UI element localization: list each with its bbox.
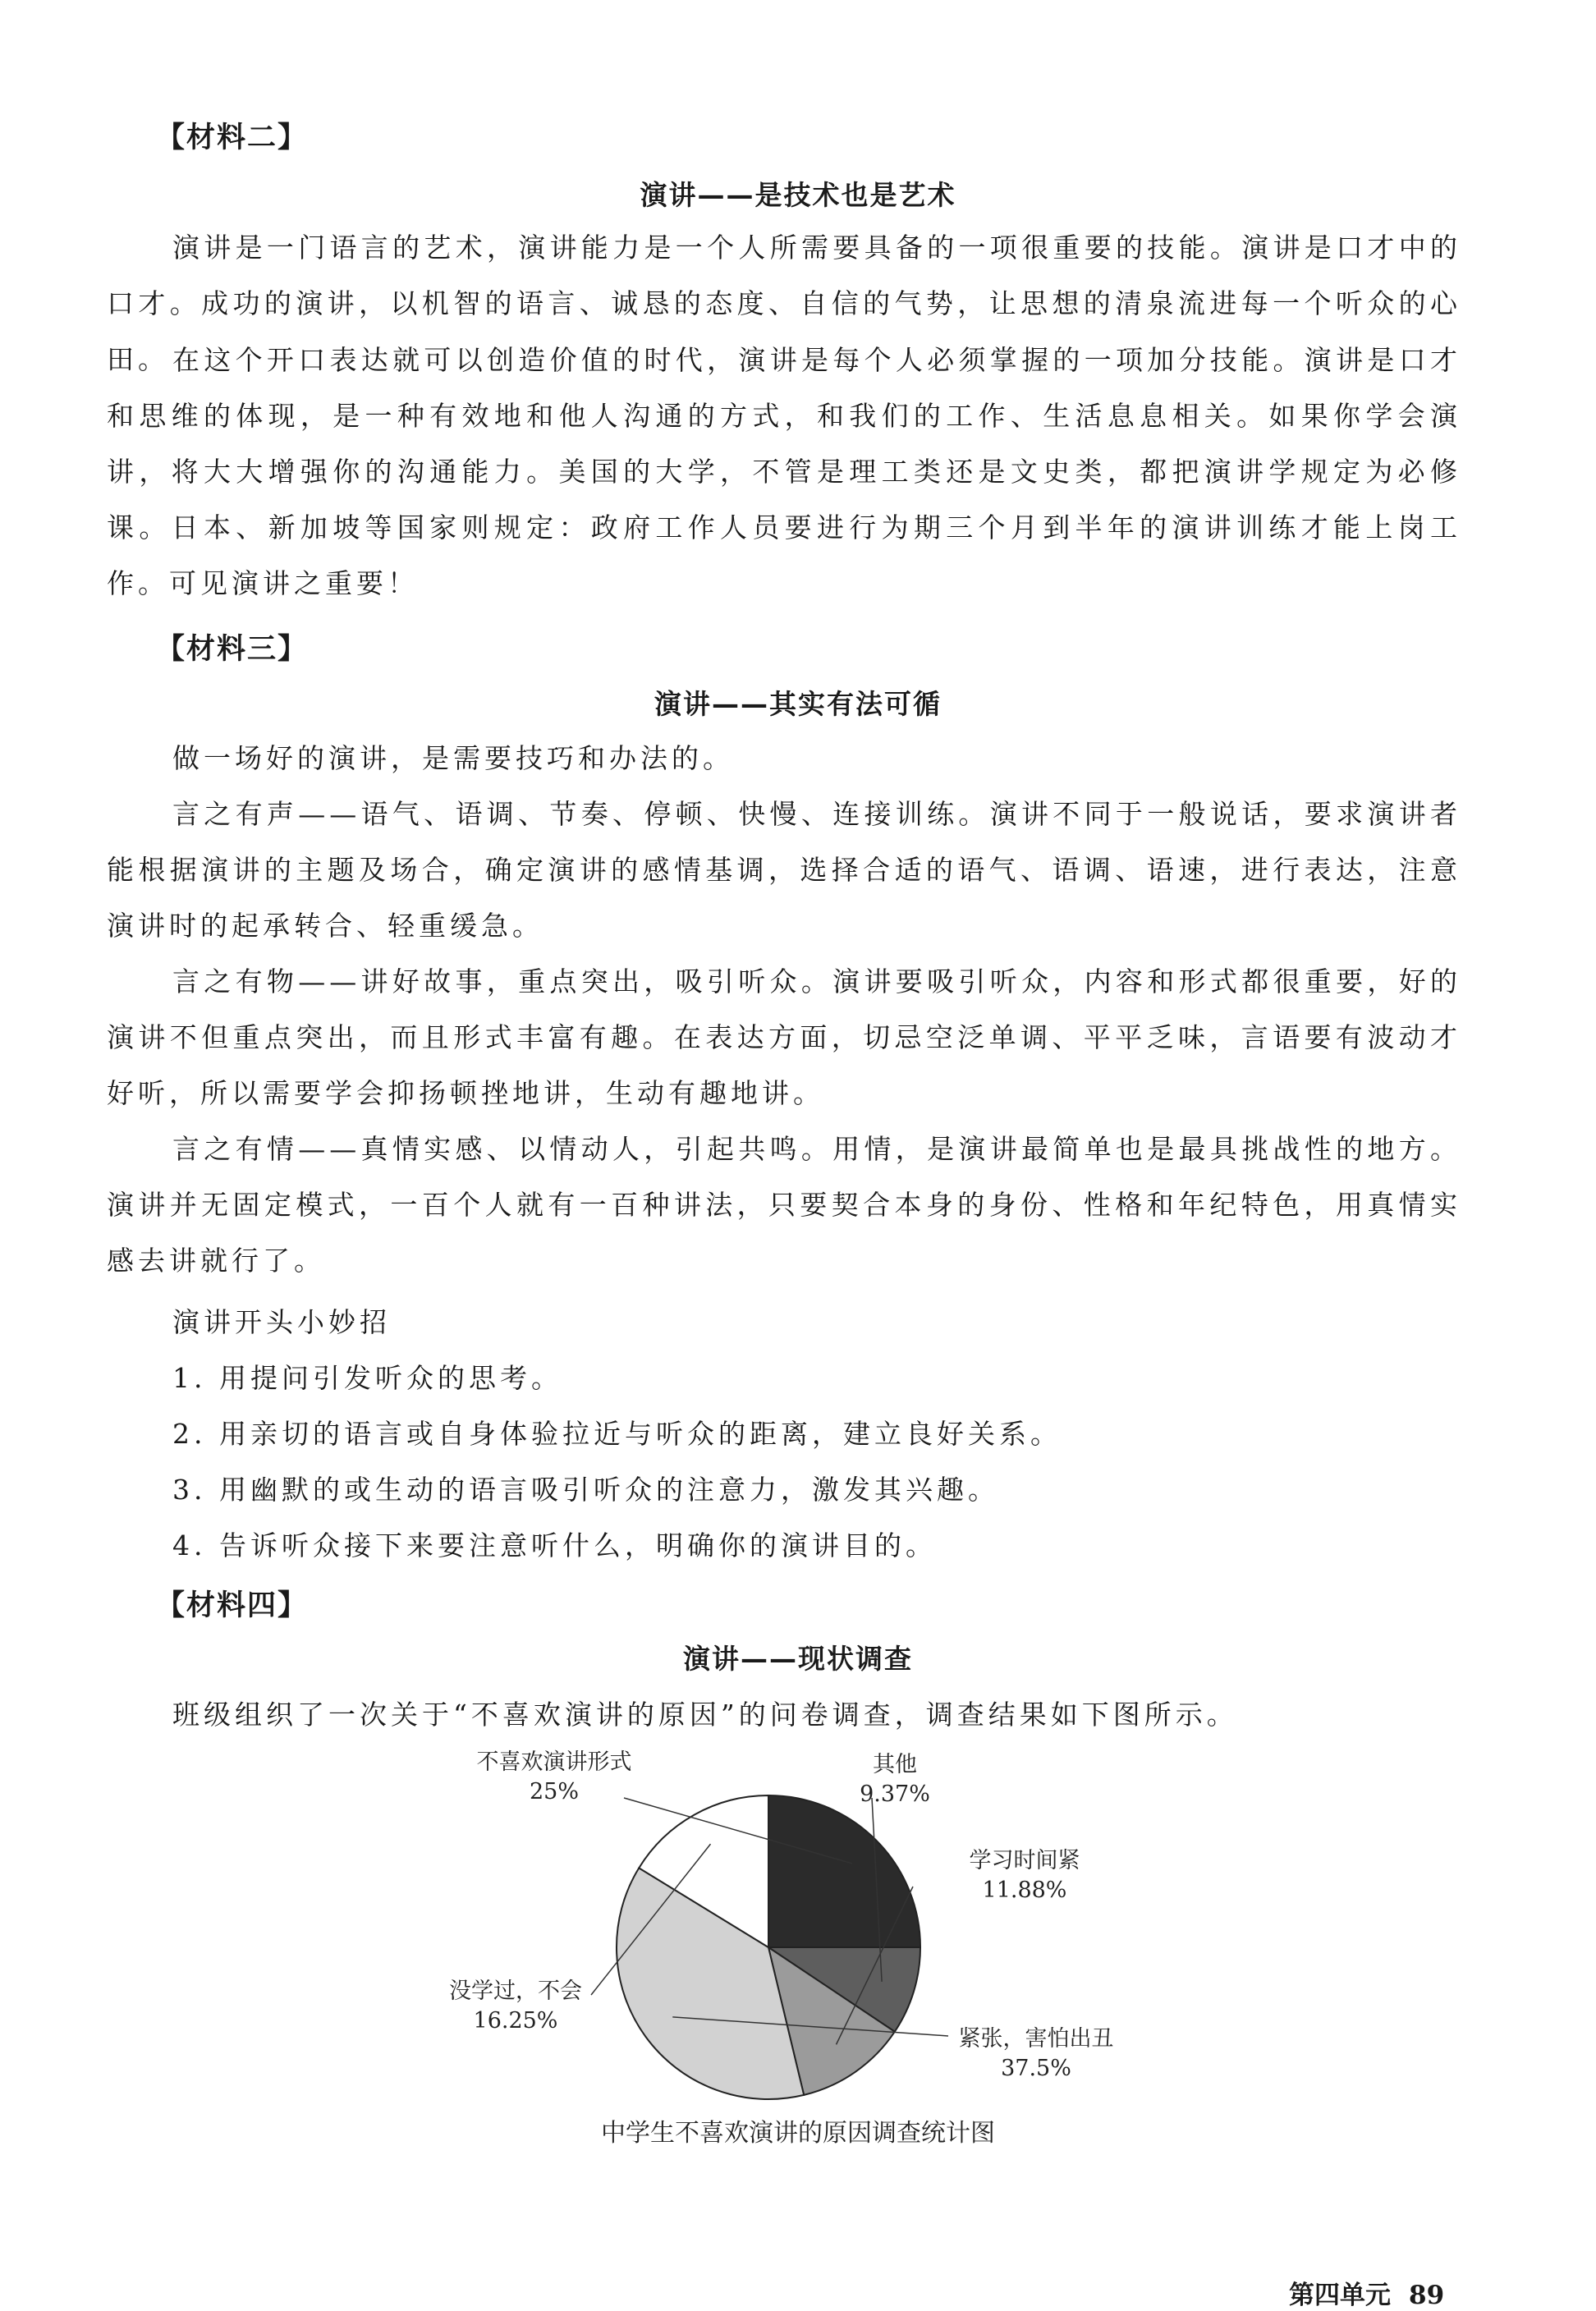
chart-caption: 中学生不喜欢演讲的原因调查统计图 [601,2119,995,2148]
pie-slice-label: 其他 [873,1752,917,1777]
material-2-paragraph-1: 演讲是一门语言的艺术，演讲能力是一个人所需要具备的一项很重要的技能。演讲是口才中的口才。成功的演讲，以机智的语言、诚恳的态度、自信的气势，让思想的清泉流进每一个听众的心田。 [107,232,1461,375]
material-4-intro: 班级组织了一次关于“不喜欢演讲的原因”的问卷调查，调查结果如下图所示。 [172,1699,1238,1731]
material-2-paragraph-2: 在这个开口表达就可以创造价值的时代，演讲是每个人必须掌握的一项加分技能。演讲是口才和思维的体现，是一种有效地和他人沟通的方式，和我们的工作、生活息息相关。如果你学会演讲，将大大增强你的沟通能力。美国的大学，不管是理工类还是文史类，都把演讲学规定为必修课。日本、新加坡等国家则规定：政府工作人员要进行为期三个月到半年的演讲训练才能上岗工作。可见演讲之重要！ [107,344,1461,599]
material-3-label: 【材料三】 [156,633,309,666]
pie-slice-label: 紧张，害怕出丑 [958,2026,1114,2052]
pie-slice-label: 没学过，不会 [449,1979,582,2004]
tip-item-3: 3. 用幽默的或生动的语言吸引听众的注意力，激发其兴趣。 [172,1474,999,1506]
page-number: 89 [1409,2281,1445,2310]
tips-title: 演讲开头小妙招 [172,1306,391,1338]
material-3-paragraph-3: 言之有物——讲好故事，重点突出，吸引听众。演讲要吸引听众，内容和形式都很重要，好的演讲不但重点突出，而且形式丰富有趣。在表达方面，切忌空泛单调、平平乏味，言语要有波动才好听，所以需要学会抑扬顿挫地讲，生动有趣地讲。 [107,965,1461,1109]
material-3-paragraph-4: 言之有情——真情实感、以情动人，引起共鸣。用情，是演讲最简单也是最具挑战性的地方。演讲并无固定模式，一百个人就有一百种讲法，只要契合本身的身份、性格和年纪特色，用真情实感去讲就行了。 [107,1133,1461,1277]
tip-item-4: 4. 告诉听众接下来要注意听什么，明确你的演讲目的。 [172,1529,937,1561]
pie-slice-value: 37.5% [1001,2056,1071,2081]
pie-slice [768,1795,920,1947]
material-3-paragraph-1: 做一场好的演讲，是需要技巧和办法的。 [172,742,734,774]
pie-slice-value: 25% [529,1779,580,1804]
tip-item-2: 2. 用亲切的语言或自身体验拉近与听众的距离，建立良好关系。 [172,1418,1062,1450]
tip-item-1: 1. 用提问引发听众的思考。 [172,1362,562,1394]
pie-slice-value: 11.88% [982,1878,1067,1903]
material-4-title: 演讲——现状调查 [683,1643,913,1675]
material-2-label: 【材料二】 [156,122,309,154]
material-2-title: 演讲——是技术也是艺术 [640,179,956,211]
pie-slice-label: 学习时间紧 [969,1848,1080,1873]
pie-slice-label: 不喜欢演讲形式 [476,1749,632,1775]
page-footer [1289,2274,1444,2311]
material-3-paragraph-2: 言之有声——语气、语调、节奏、停顿、快慢、连接训练。演讲不同于一般说话，要求演讲者能根据演讲的主题及场合，确定演讲的感情基调，选择合适的语气、语调、语速，进行表达，注意演讲时的起承转合、轻重缓急。 [107,798,1461,942]
material-3-title: 演讲——其实有法可循 [654,688,942,720]
pie-slice-value: 16.25% [473,2008,558,2034]
material-4-label: 【材料四】 [156,1589,309,1622]
pie-slice-value: 9.37% [860,1781,930,1807]
unit-label: 第四单元 [1289,2281,1391,2310]
